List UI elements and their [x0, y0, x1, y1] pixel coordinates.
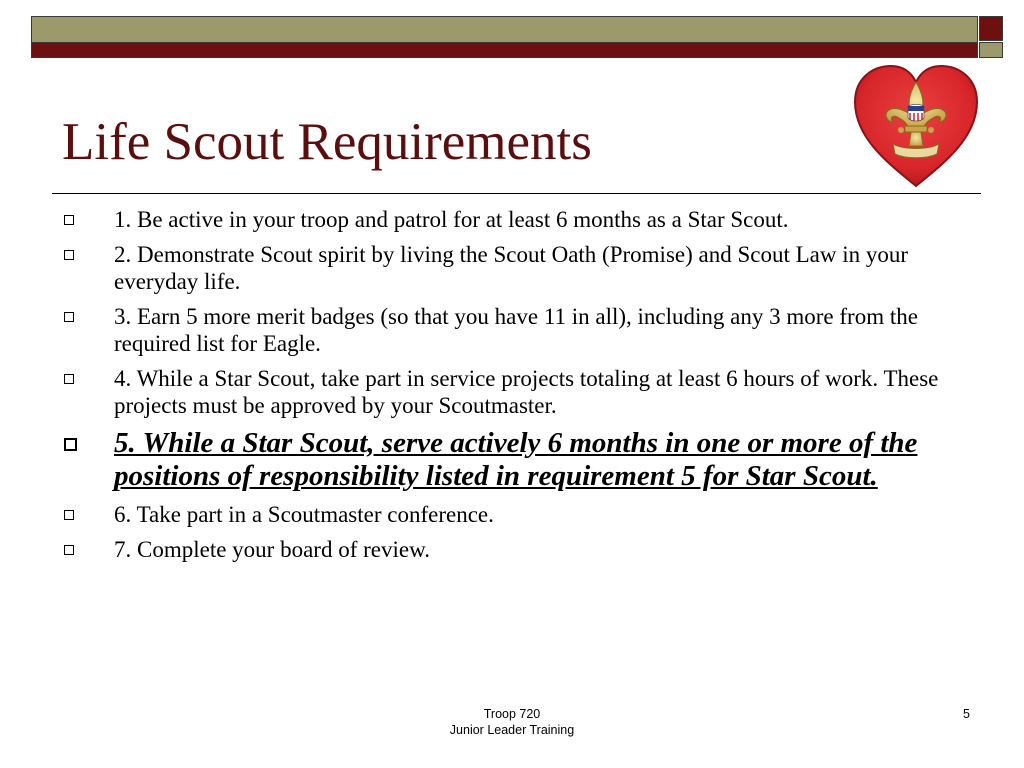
header-band-maroon-stripe: [32, 43, 977, 57]
slide-title: Life Scout Requirements: [62, 113, 592, 171]
hollow-square-bullet-icon: [64, 510, 74, 520]
requirement-item-4: [62, 365, 967, 419]
footer-troop-name: Troop 720: [483, 707, 541, 721]
footer-training-name: Junior Leader Training: [449, 723, 575, 737]
hollow-square-bullet-icon: [64, 545, 74, 555]
requirement-item-3: [62, 303, 967, 357]
hollow-square-bullet-icon: [64, 250, 74, 260]
header-band-olive-stripe: [32, 17, 977, 43]
header-corner-maroon-square: [979, 16, 1003, 41]
requirement-text: 2. Demonstrate Scout spirit by living the Scout Oath (Promise) and Scout Law in your everyday life.: [114, 242, 909, 294]
requirement-item-6: [62, 501, 967, 528]
footer-caption: [412, 706, 612, 738]
slide-page-number: 5: [963, 707, 970, 721]
requirement-item-7: [62, 536, 967, 563]
requirement-text: 4. While a Star Scout, take part in service projects totaling at least 6 hours of work. These projects must be approved by your Scoutmaster.: [114, 366, 939, 418]
hollow-square-bullet-icon: [64, 374, 74, 384]
requirement-text: 3. Earn 5 more merit badges (so that you have 11 in all), including any 3 more from the required list for Eagle.: [114, 304, 918, 356]
header-corner-olive-square: [979, 42, 1003, 58]
header-band: [31, 16, 978, 58]
heart-fleur-de-lis-emblem-icon: [849, 60, 983, 188]
requirement-text: 7. Complete your board of review.: [114, 537, 430, 562]
requirement-item-2: [62, 241, 967, 295]
requirement-text: 6. Take part in a Scoutmaster conference.: [114, 502, 494, 527]
requirements-list: [62, 206, 967, 571]
title-divider: [52, 193, 981, 194]
hollow-square-bullet-icon: [64, 312, 74, 322]
requirement-text: 5. While a Star Scout, serve actively 6 months in one or more of the positions of responsibility listed in requirement 5 for Star Scout.: [114, 427, 918, 492]
hollow-square-bullet-icon: [64, 215, 74, 225]
hollow-square-bullet-icon: [64, 438, 77, 451]
requirement-item-1: [62, 206, 967, 233]
requirement-text: 1. Be active in your troop and patrol for at least 6 months as a Star Scout.: [114, 207, 789, 232]
requirement-item-5-highlighted: [62, 427, 967, 493]
